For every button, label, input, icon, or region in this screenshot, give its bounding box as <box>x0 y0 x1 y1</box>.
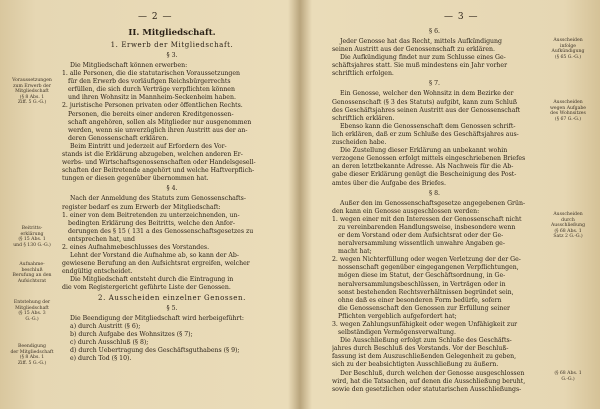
margin-note: Voraussetzungen zum Erwerb der Mitgliedschaft (§ 8 Abs. 1 Ziff. 5 G.-G.) <box>12 78 52 106</box>
margin-note: Beendigung der Mitgliedschaft (§ 8 Abs. 1 Ziff. 5 G.-G.) <box>10 344 54 366</box>
page-number: — 3 — <box>444 12 479 22</box>
paragraph-text: Die Beendigung der Mitgliedschaft wird herbeigeführt: a) durch Austritt (§ 6); b) durch Aufgabe des Wohnsitzes (§ 7); c) durch Ausschluß (§ 8); d) durch Uebertragung des Geschäftsguthabens (§ 9); e) durch Tod (§ 10). <box>70 314 244 362</box>
subsection-title: 2. Ausscheiden einzelner Genossen. <box>98 293 246 302</box>
paragraph-text: Jeder Genosse hat das Recht, mittels Aufkündigung seinen Austritt aus der Genossenschaft zu erklären. Die Aufkündigung findet nur zum Schlusse eines Ge- schäftsjahres statt. Sie muß mindestens ein Jahr vorher schriftlich erfolgen. <box>332 38 508 78</box>
subsection-title: 1. Erwerb der Mitgliedschaft. <box>110 41 234 49</box>
margin-note: Ausscheiden durch Ausschließung (§ 68 Abs. 1 Satz 2 G.-G.) <box>550 212 586 240</box>
margin-note: Entstehung der Mitgliedschaft (§ 15 Abs. 3 G.-G.) <box>13 300 51 322</box>
margin-note: (§ 68 Abs. 1 G.-G.) <box>554 371 582 382</box>
paragraph-mark: § 4. <box>166 185 178 193</box>
paragraph-mark: § 7. <box>429 80 440 88</box>
margin-note: Ausscheiden infolge Aufkündigung (§ 65 G.-G.) <box>551 38 585 60</box>
paragraph-text: Außer den im Genossenschaftsgesetze angegebenen Grün- den kann ein Genosse ausgeschlossen werden: 1. wegen einer mit den Interessen der Genossenschaft nicht zu vereinbarenden Handlungsweise, insbesondere wenn er dem Vorstand oder dem Aufsichtsrat oder der Ge- neralversammlung wissentlich unwahre Angaben ge- macht hat; 2. wegen Nichterfüllung oder wegen Verletzung der der Ge- nossenschaft gegenüber eingegangenen Verpflichtungen, mögen diese im Statut, der Geschäftsordnung, in Ge- neralversammlungsbeschlüssen, in Verträgen oder in sonst bestehenden Rechtsverhältnissen begründet sein, ohne daß es einer besonderen Form bedürfe, sofern die Genossenschaft den Genossen zur Erfüllung seiner Pflichten vergeblich aufgefordert hat; 3. wegen Zahlungsunfähigkeit oder wegen Unfähigkeit zur selbständigen Vermögensverwaltung. Die Ausschließung erfolgt zum Schluße des Geschäfts- jahres durch Beschluß des Vorstands. Vor der Beschluß- fassung ist dem Auszuschließenden Gelegenheit zu geben, sich zu der beabsichtigten Ausschließung zu äußern. Der Beschluß, durch welchen der Genosse ausgeschlossen wird, hat die Tatsachen, auf denen die Ausschließung beruht, sowie den gesetzlichen oder statutarischen Ausschließungs- <box>332 199 526 393</box>
right-page <box>302 0 600 409</box>
right-text-column <box>332 26 537 394</box>
margin-note: Ausscheiden wegen Aufgabe des Wohnsitzes (§ 67 G.-G.) <box>549 100 587 122</box>
paragraph-mark: § 8. <box>429 189 440 197</box>
page-number: — 2 — <box>138 12 173 22</box>
margin-note: Beitritts- erklärung (§ 15 Abs. 1 und § 130 G.-G.) <box>13 226 51 248</box>
margin-note: Aufnahme- beschluß Berufung an den Aufsichtsrat <box>12 262 52 284</box>
paragraph-mark: § 5. <box>166 304 178 312</box>
left-text-column <box>62 26 282 363</box>
paragraph-text: Nach der Anmeldung des Statuts zum Genossenschafts- register bedarf es zum Erwerb der Mitgliedschaft: 1. einer von dem Beitretenden zu unterzeichnenden, un- bedingten Erklärung des Beitritts, welche den Anfor- derungen des § 15 ( 131 a des Genossenschaftsgesetzes zu entsprechen hat, und 2. eines Aufnahmebeschlusses des Vorstandes. Lehnt der Vorstand die Aufnahme ab, so kann der Ab- gewiesene Berufung an den Aufsichtsrat ergreifen, welcher endgültig entscheidet. Die Mitgliedschaft entsteht durch die Eintragung in die vom Registergericht geführte Liste der Genossen. <box>62 195 254 292</box>
paragraph-mark: § 3. <box>166 52 178 59</box>
paragraph-mark: § 6. <box>429 28 440 35</box>
paragraph-text: Ein Genosse, welcher den Wohnsitz in dem Bezirke der Genossenschaft (§ 3 des Statuts) aufgibt, kann zum Schluß des Geschäftsjahres seinen Austritt aus der Genossenschaft schriftlich erklären. Ebenso kann die Genossenschaft dem Genossen schrift- lich erklären, daß er zum Schluße des Geschäftsjahres aus- zuscheiden habe. Die Zustellung dieser Erklärung an unbekannt wohin verzogene Genossen erfolgt mittels eingeschriebenen Briefes an deren letztbekannte Adresse. Als Nachweis für die Ab- gabe dieser Erklärung genügt die Bescheinigung des Post- amtes über die Aufgabe des Briefes. <box>332 90 526 187</box>
section-title: II. Mitgliedschaft. <box>128 28 216 38</box>
paragraph-text: Die Mitgliedschaft können erwerben: 1. alle Personen, die die statutarischen Voraussetzungen für den Erwerb des vorläufigen Reichsbürgerrechts erfüllen, die sich durch Verträge verpflichten können und ihren Wohnsitz in Mannheim-Seckenheim haben. 2. juristische Personen privaten oder öffentlichen Rechts. Personen, die bereits einer anderen Kreditgenossen- schaft angehören, sollen als Mitglieder nur ausgenommen werden, wenn sie unverzüglich ihren Austritt aus der an- deren Genossenschaft erklären. Beim Eintritt und jederzeit auf Erfordern des Vor- stands ist die Erklärung abzugeben, welchen anderen Er- werbs- und Wirtschaftsgenossenschaften oder Handelsgesell- schaften der Beitretende angehört und welche Haftverpflich- tungen er diesen gegenüber übernommen hat. <box>62 62 256 183</box>
